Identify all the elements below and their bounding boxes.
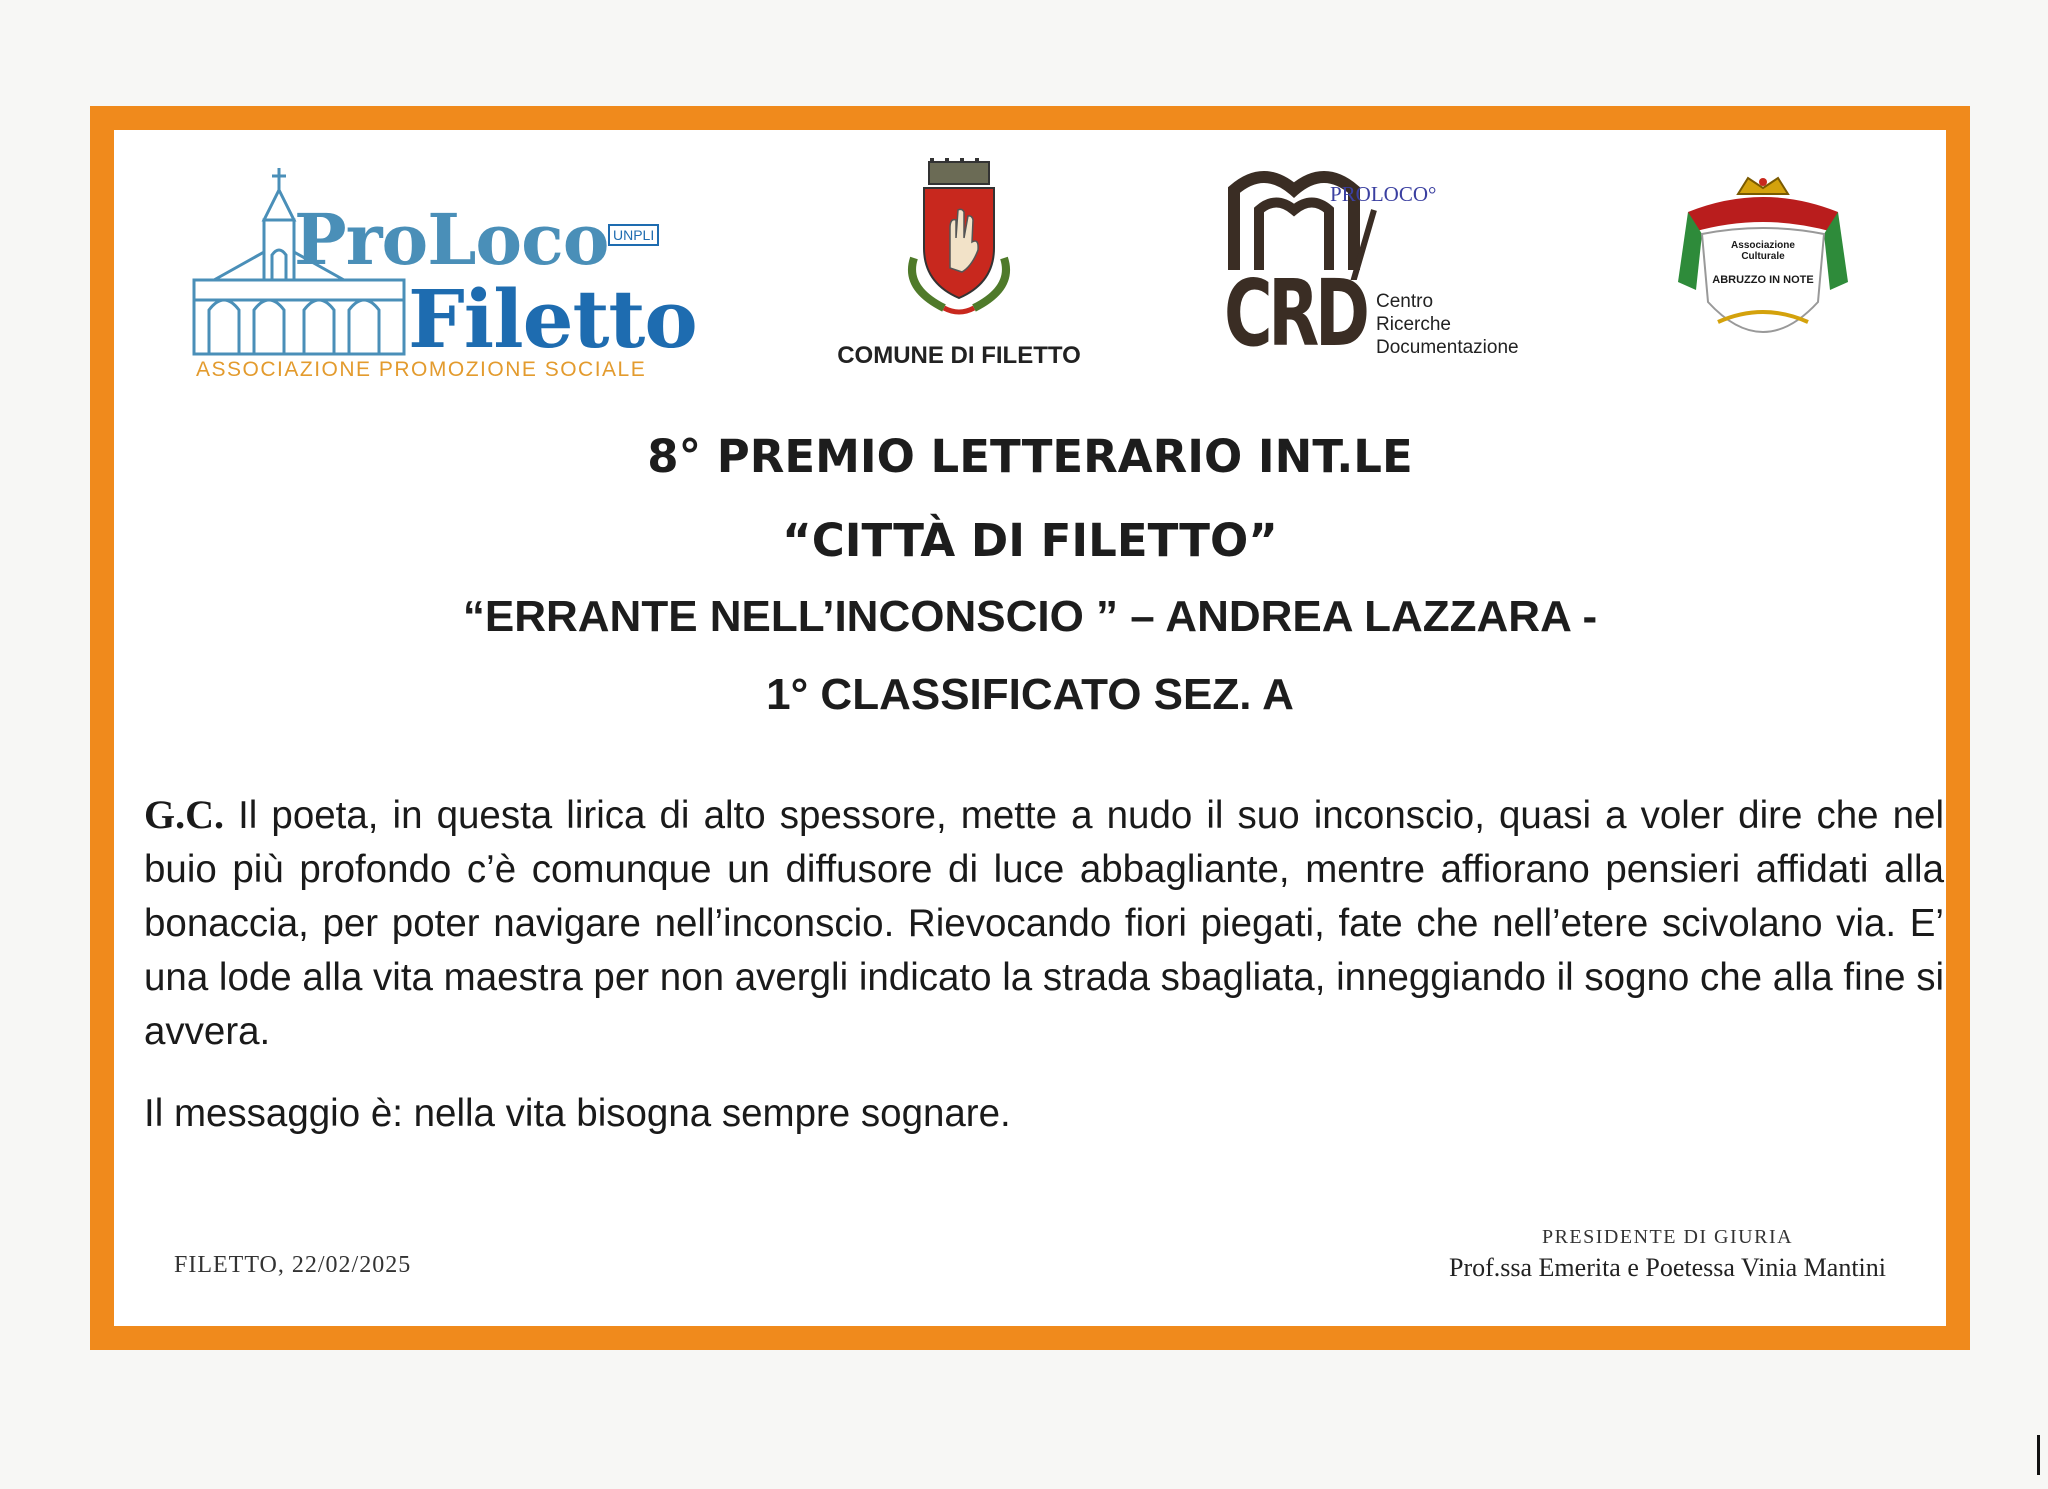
crd-description (1376, 290, 1519, 359)
place-date: FILETTO, 22/02/2025 (174, 1252, 412, 1278)
motivation-paragraph (144, 788, 1944, 1059)
award-city-title: “CITTÀ DI FILETTO” (782, 514, 1278, 567)
ranking-title: 1° CLASSIFICATO SEZ. A (766, 670, 1294, 719)
jury-initials: G.C. (144, 792, 224, 837)
crd-line-documentazione: Documentazione (1376, 337, 1519, 358)
crd-proloco-label: PROLOCO° (1330, 182, 1437, 206)
filetto-word: Filetto (408, 272, 697, 366)
crd-line-centro: Centro (1376, 291, 1434, 312)
motivation-text: Il poeta, in questa lirica di alto spessore, mette a nudo il suo inconscio, quasi a voler dire che nel buio più profondo c’è comunque un diffusore di luce abbagliante, mentre affiorano pensieri affidati alla bonaccia, per poter navigare nell’inconscio. Rievocando fiori piegati, fate che nell’etere scivolano via. E’ una lode alla vita maestra per non avergli indicato la strada sbagliata, inneggiando il sogno che alla fine si avvera. (144, 794, 1944, 1053)
coat-of-arms-icon (884, 158, 1034, 318)
crd-letters: CRD (1224, 260, 1366, 367)
abruzzo-in-note-logo (1668, 172, 1858, 362)
award-title: 8° PREMIO LETTERARIO INT.LE (647, 430, 1413, 483)
motivation-message: Il messaggio è: nella vita bisogna sempre sognare. (144, 1092, 1011, 1135)
crd-logo (1224, 152, 1519, 392)
crd-line-ricerche: Ricerche (1376, 314, 1451, 335)
comune-di-filetto-logo (814, 158, 1104, 388)
proloco-subtitle: ASSOCIAZIONE PROMOZIONE SOCIALE (196, 358, 647, 381)
abruzzo-line1: Associazione Culturale (1731, 240, 1795, 262)
certificate-frame (90, 106, 1970, 1350)
unpli-badge: UNPLI (608, 224, 659, 246)
logo-header (114, 130, 1946, 390)
proloco-word: ProLoco (294, 198, 609, 281)
comune-label: COMUNE DI FILETTO (837, 342, 1081, 369)
jury-role: PRESIDENTE DI GIURIA (1541, 1226, 1794, 1248)
abruzzo-line2: ABRUZZO IN NOTE (1712, 274, 1814, 286)
jury-president-name: Prof.ssa Emerita e Poetessa Vinia Mantini (1449, 1253, 1886, 1282)
proloco-filetto-logo (184, 160, 697, 381)
crown-drape-emblem-icon (1668, 172, 1858, 362)
jury-signature-block (1449, 1226, 1886, 1283)
scan-edge-mark (2037, 1435, 2040, 1475)
work-and-author-title: “ERRANTE NELL’INCONSCIO ” – ANDREA LAZZARA - (462, 592, 1598, 641)
